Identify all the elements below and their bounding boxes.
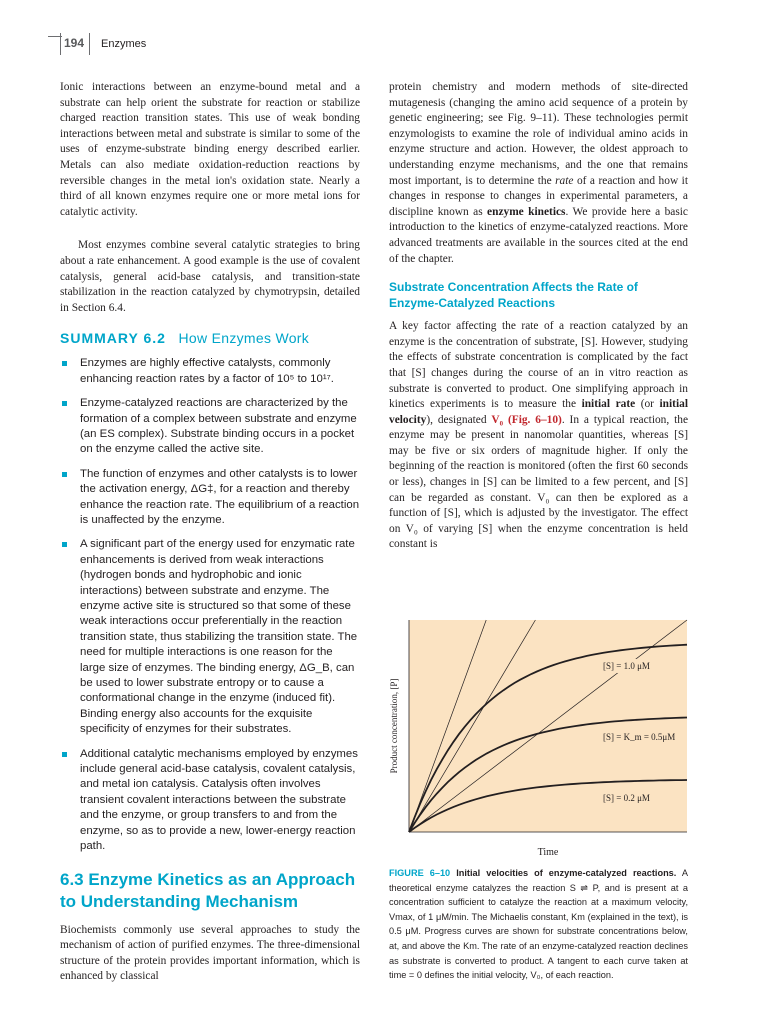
section-heading: 6.3 Enzyme Kinetics as an Approach to Understanding Mechanism	[60, 869, 356, 911]
bullet-square-icon	[62, 752, 67, 757]
summary-bullet: The function of enzymes and other catalysts is to lower the activation energy, ΔG‡, for a reaction and thereby enhance the reaction rate. The equilibrium of a reaction is unaffected by the enzyme.	[60, 467, 360, 529]
left-paragraph-1: Ionic interactions between an enzyme-bound metal and a substrate can help orient the substrate for reaction or stabilize charged reaction transition states. This use of weak bonding interactions between metal and substrate is similar to some of the uses of enzyme-substrate binding energy described earlier. Metals can also mediate oxidation-reduction reactions by reversible changes in the metal ion's oxidation state. Nearly a third of all known enzymes require one or more metal ions for catalytic activity.	[60, 81, 360, 218]
summary-heading	[60, 330, 360, 346]
figure-label: FIGURE 6–10	[389, 868, 451, 878]
summary-label: SUMMARY 6.2	[60, 330, 166, 347]
series-label	[599, 730, 685, 744]
figure-caption	[389, 866, 688, 983]
running-title: Enzymes	[101, 38, 147, 50]
right-paragraph-1: protein chemistry and modern methods of site-directed mutagenesis (changing the amino acid sequence of a protein by genetic engineering; see Fig. 9–11). These technologies permit enzymologists to examine the role of individual amino acids in enzyme structure and action. However, the oldest approach to understanding enzyme mechanisms, and the one that remains most important, is to determine the rate of a reaction and how it changes in response to changes in experimental parameters, a discipline known as enzyme kinetics. We provide here a basic introduction to the kinetics of enzyme-catalyzed reactions. More advanced treatments are available in the sources cited at the end of the chapter.	[389, 81, 688, 265]
right-column	[389, 80, 688, 553]
figure-6-10-chart	[385, 614, 695, 864]
right-paragraph-2: A key factor affecting the rate of a reaction catalyzed by an enzyme is the concentration of substrate, [S]. However, studying the effects of substrate concentration is complicated by the fact that [S] changes during the course of an in vitro reaction as substrate is converted to product. One simplifying approach in kinetics experiments is to measure the initial rate (or initial velocity), designated V₀ (Fig. 6–10). In a typical reaction, the enzyme may be present in nanomolar quantities, whereas [S] may be five or six orders of magnitude higher. If only the beginning of the reaction is monitored (often the first 60 seconds or less), changes in [S] can be limited to a few percent, and [S] can be regarded as constant. V₀ can then be explored as a function of [S], which is adjusted by the investigator. The effect on V₀ of varying [S] when the enzyme concentration is held constant is	[389, 320, 689, 551]
summary-bullet: A significant part of the energy used for enzymatic rate enhancements is derived from weak interactions (hydrogen bonds and hydrophobic and ionic interactions) between substrate and enzyme. The enzyme active site is structured so that some of these weak interactions occur preferentially in the reaction transition state, thus stabilizing the transition state. The need for multiple interactions is one reason for the large size of enzymes. The binding energy, ΔG_B, can be used to lower substrate entropy or to cause a conformational change in the enzyme (induced fit). Binding energy also accounts for the exquisite specificity of enzymes for their substrates.	[60, 537, 360, 737]
bullet-square-icon	[62, 401, 67, 406]
subheading: Substrate Concentration Affects the Rate of Enzyme-Catalyzed Reactions	[389, 280, 638, 311]
svg-text:[S] = 0.2 μM: [S] = 0.2 μM	[603, 793, 650, 804]
bullet-square-icon	[62, 542, 67, 547]
left-column	[60, 80, 360, 985]
left-paragraph-3: Biochemists commonly use several approaches to study the mechanism of action of purified enzymes. The three-dimensional structure of the protein provides important information, which is enhanced by classical	[60, 923, 360, 983]
svg-text:[S] = 1.0 μM: [S] = 1.0 μM	[603, 660, 650, 671]
bullet-square-icon	[62, 361, 67, 366]
figure-caption-text: A theoretical enzyme catalyzes the reaction S ⇌ P, and is present at a concentration sufficient to catalyze the reaction at a maximum velocity, Vmax, of 1 μM/min. The Michaelis constant, Km (explained in the text), is 0.5 μM. Progress curves are shown for substrate concentrations below, at, and above the Km. The rate of an enzyme-catalyzed reaction declines as substrate is converted to product. A tangent to each curve taken at time = 0 defines the initial velocity, V₀, of each reaction.	[389, 868, 688, 981]
summary-bullets	[60, 356, 360, 854]
bullet-square-icon	[62, 472, 67, 477]
svg-text:[S] = K_m = 0.5μM: [S] = K_m = 0.5μM	[603, 732, 676, 743]
summary-bullet: Additional catalytic mechanisms employed by enzymes include general acid-base catalysis, covalent catalysis, and metal ion catalysis. Catalysis often involves transient covalent interactions between the substrate and the enzyme, or group transfers to and from the enzyme, so as to provide a new, lower-energy reaction path.	[60, 747, 360, 855]
series-label	[599, 791, 685, 805]
y-axis-label: Product concentration, [P]	[389, 678, 399, 774]
left-paragraph-2: Most enzymes combine several catalytic strategies to bring about a rate enhancement. A good example is the use of covalent catalysis, general acid-base catalysis, and transition-state stabilization in the reaction catalyzed by chymotrypsin, detailed in Section 6.4.	[60, 239, 360, 314]
summary-bullet: Enzyme-catalyzed reactions are characterized by the formation of a complex between substrate and enzyme (an ES complex). Substrate binding occurs in a pocket on the enzyme called the active site.	[60, 396, 360, 458]
page-number: 194	[63, 36, 85, 50]
summary-title: How Enzymes Work	[178, 330, 310, 347]
series-label	[599, 659, 685, 673]
x-axis-label: Time	[537, 847, 559, 858]
figure-title: Initial velocities of enzyme-catalyzed reactions.	[456, 868, 677, 878]
summary-bullet: Enzymes are highly effective catalysts, commonly enhancing reaction rates by a factor of 10⁵ to 10¹⁷.	[60, 356, 360, 387]
